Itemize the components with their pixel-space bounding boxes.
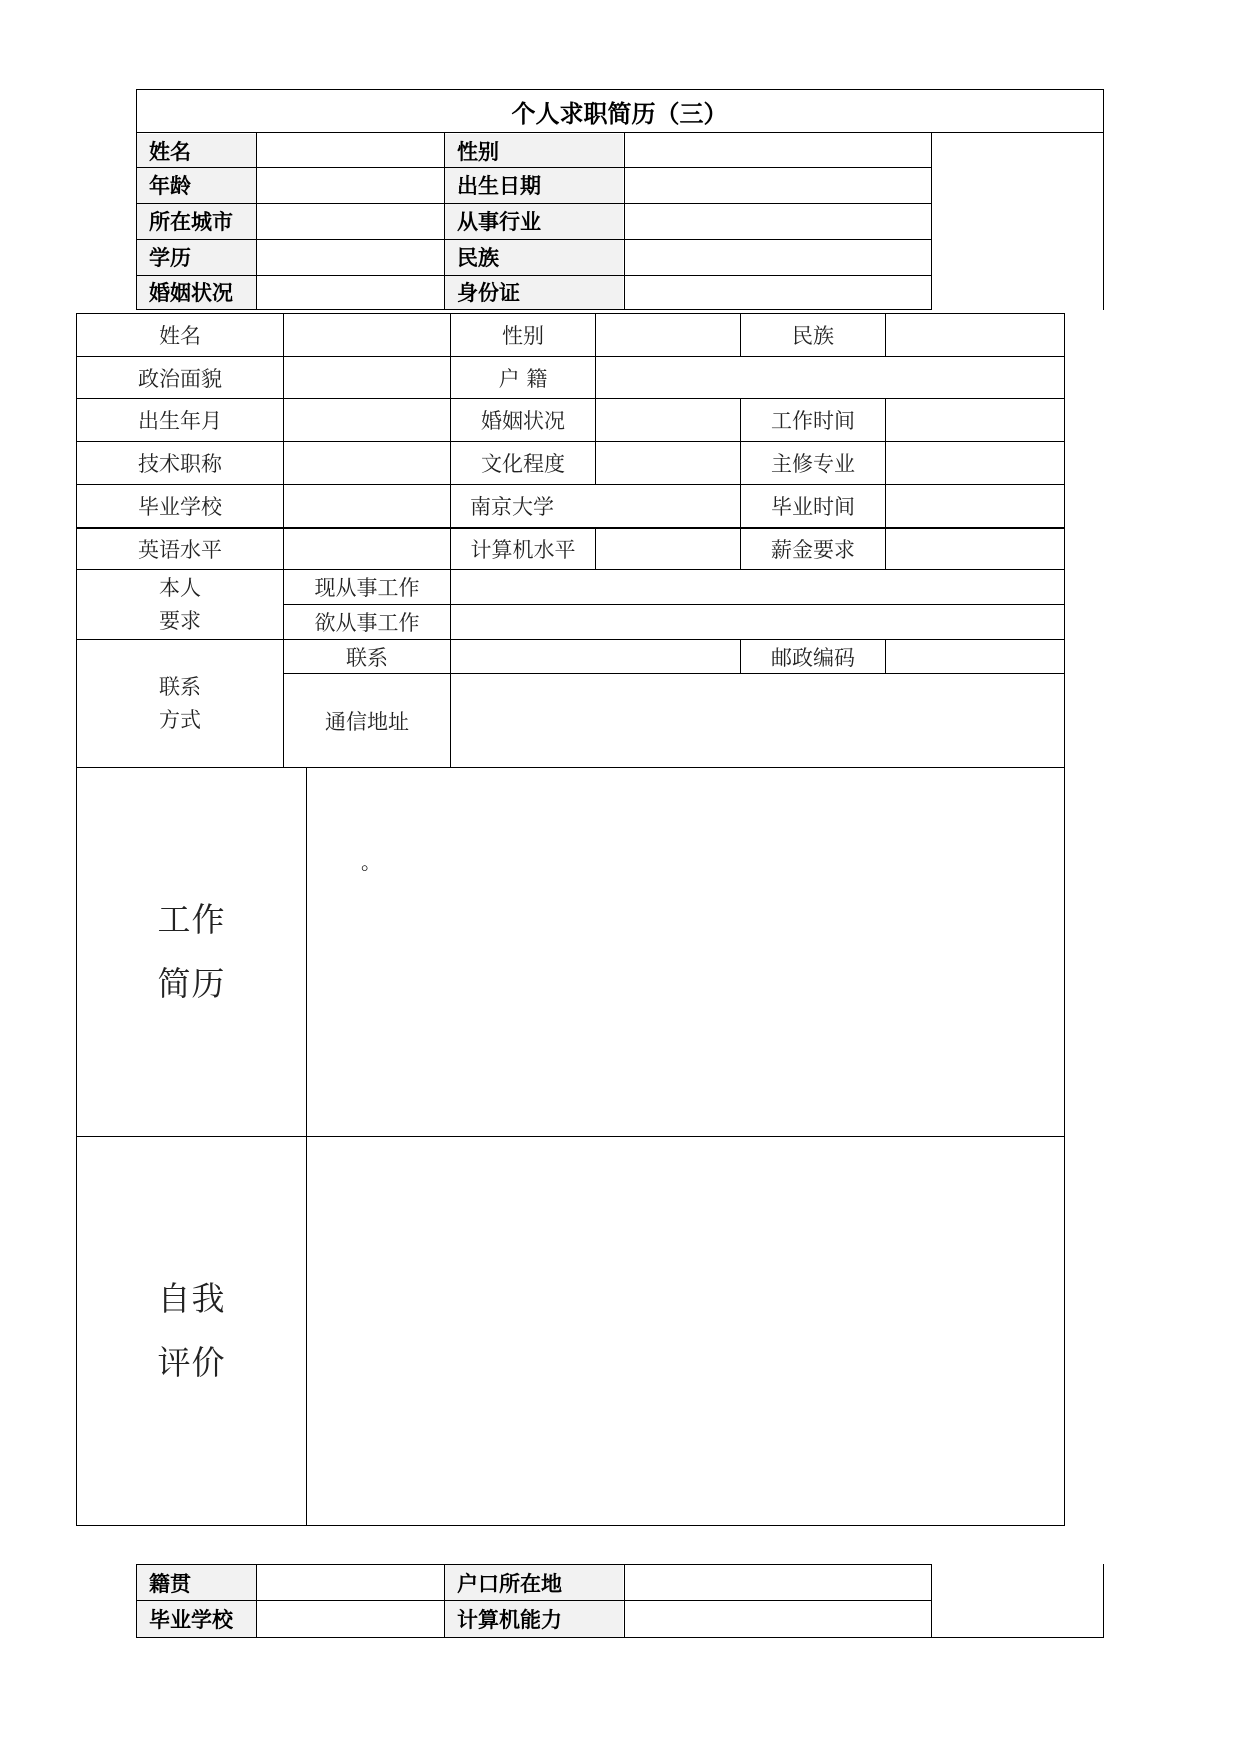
address-field[interactable] [451,674,1064,767]
work-history-label-line2: 简历 [157,964,226,1003]
label-marital: 婚姻状况 [481,409,565,433]
label-computer: 计算机水平 [470,538,576,562]
name-field[interactable] [284,314,450,356]
work-time-field[interactable] [886,399,1064,441]
label-tech-title: 技术职称 [138,452,222,476]
computer-field[interactable] [596,529,740,569]
label-birth: 出生年月 [138,409,222,433]
label-school: 毕业学校 [138,495,222,519]
work-history-content: 。 [361,850,381,874]
english-field[interactable] [284,529,450,569]
label-english: 英语水平 [138,538,222,562]
top-label-id-card: 身份证 [445,275,623,309]
form-title: 个人求职简历（三） [511,99,728,128]
label-gender: 性别 [502,324,544,348]
top-label-ethnicity: 民族 [445,239,623,275]
work-history-field[interactable] [307,768,1064,1136]
salary-field[interactable] [886,529,1064,569]
label-ethnicity: 民族 [792,324,834,348]
label-major: 主修专业 [771,452,855,476]
work-history-label [77,768,306,1136]
label-salary: 薪金要求 [771,538,855,562]
label-political: 政治面貌 [138,366,222,391]
grad-time-field[interactable] [886,485,1064,527]
marital-field[interactable] [596,399,740,441]
label-postcode: 邮政编码 [771,645,855,670]
postcode-field[interactable] [886,640,1064,673]
label-desired-job: 欲从事工作 [314,611,420,635]
school-field[interactable]: 南京大学 [470,495,554,519]
label-education: 文化程度 [481,452,565,476]
self-eval-label [77,1137,306,1525]
ethnicity-field[interactable] [886,314,1064,356]
requirements-label [77,570,283,639]
requirements-label-line2: 要求 [159,608,201,633]
work-history-label-line1: 工作 [157,899,226,939]
birth-field[interactable] [284,399,450,441]
desired-job-field[interactable] [451,605,1064,639]
self-eval-label-line1: 自我 [157,1278,226,1318]
bottom-label-hukou: 户口所在地 [445,1565,623,1600]
gender-field[interactable] [596,314,740,356]
top-label-birthdate: 出生日期 [445,167,623,203]
bottom-label-computer-skill: 计算机能力 [445,1601,623,1637]
label-work-time: 工作时间 [771,409,855,433]
political-field[interactable] [284,357,450,398]
label-household: 户 籍 [498,366,548,391]
contact-label [77,640,283,767]
top-label-name: 姓名 [137,134,257,167]
major-field[interactable] [886,442,1064,484]
label-address: 通信地址 [325,709,409,734]
self-eval-label-line2: 评价 [157,1343,226,1382]
contact-label-line1: 联系 [159,674,201,699]
education-field[interactable] [596,442,740,484]
label-name: 姓名 [159,324,201,348]
bottom-label-native-place: 籍贯 [137,1565,257,1600]
requirements-label-line1: 本人 [159,575,201,600]
top-label-age: 年龄 [137,167,257,203]
label-contact: 联系 [346,645,388,670]
bottom-label-school: 毕业学校 [137,1601,257,1637]
self-eval-field[interactable] [307,1137,1064,1525]
contact-label-line2: 方式 [159,707,201,732]
top-label-city: 所在城市 [137,203,257,239]
tech-title-field[interactable] [284,442,450,484]
household-field[interactable] [596,357,1064,398]
label-current-job: 现从事工作 [314,576,420,600]
top-label-industry: 从事行业 [445,203,623,239]
top-label-gender: 性别 [445,134,623,167]
contact-field[interactable] [451,640,740,673]
current-job-field[interactable] [451,570,1064,604]
top-label-education: 学历 [137,239,257,275]
top-label-marital: 婚姻状况 [137,275,257,309]
label-grad-time: 毕业时间 [771,495,855,519]
